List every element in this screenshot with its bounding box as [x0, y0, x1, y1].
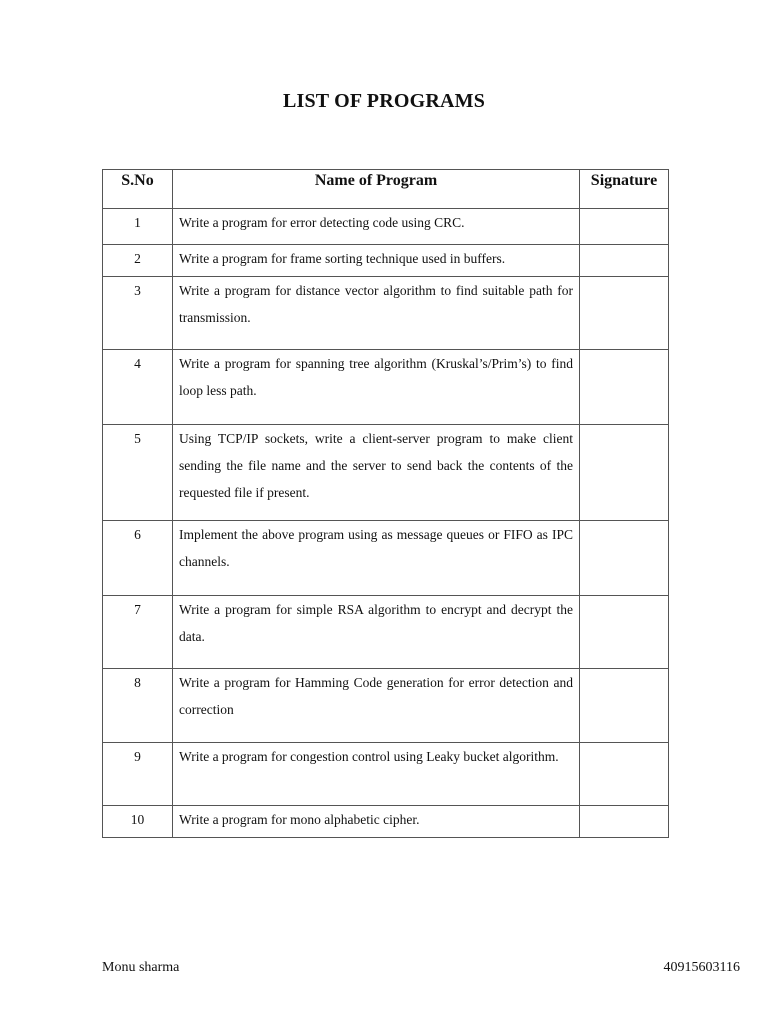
table-row — [103, 596, 669, 669]
row-program-name: Write a program for spanning tree algorithm (Kruskal’s/Prim’s) to find loop less path. — [173, 350, 580, 425]
row-program-name: Write a program for distance vector algorithm to find suitable path for transmission. — [173, 277, 580, 350]
row-program-name: Write a program for frame sorting technique used in buffers. — [173, 245, 580, 277]
row-program-name: Write a program for error detecting code using CRC. — [173, 209, 580, 245]
programs-table — [102, 169, 669, 838]
row-signature — [580, 743, 669, 806]
table-row — [103, 277, 669, 350]
row-sno: 8 — [103, 669, 173, 743]
row-sno: 6 — [103, 521, 173, 596]
footer-id-number: 40915603116 — [663, 960, 740, 975]
row-signature — [580, 425, 669, 521]
row-program-name: Implement the above program using as message queues or FIFO as IPC channels. — [173, 521, 580, 596]
row-sno: 7 — [103, 596, 173, 669]
row-signature — [580, 806, 669, 838]
table-row — [103, 669, 669, 743]
table-row — [103, 350, 669, 425]
row-signature — [580, 350, 669, 425]
header-sno: S.No — [103, 170, 173, 209]
header-program-name: Name of Program — [173, 170, 580, 209]
header-signature: Signature — [580, 170, 669, 209]
row-sno: 10 — [103, 806, 173, 838]
row-program-name: Using TCP/IP sockets, write a client-server program to make client sending the file name and the server to send back the contents of the requested file if present. — [173, 425, 580, 521]
footer-author: Monu sharma — [102, 960, 180, 975]
row-sno: 5 — [103, 425, 173, 521]
table-row — [103, 806, 669, 838]
table-row — [103, 245, 669, 277]
row-signature — [580, 521, 669, 596]
page-title: LIST OF PROGRAMS — [282, 90, 486, 112]
row-sno: 1 — [103, 209, 173, 245]
table-header-row — [103, 170, 669, 209]
row-sno: 9 — [103, 743, 173, 806]
row-signature — [580, 245, 669, 277]
row-signature — [580, 209, 669, 245]
row-signature — [580, 669, 669, 743]
row-sno: 4 — [103, 350, 173, 425]
table-row — [103, 425, 669, 521]
row-signature — [580, 596, 669, 669]
table-row — [103, 743, 669, 806]
row-sno: 2 — [103, 245, 173, 277]
row-program-name: Write a program for Hamming Code generation for error detection and correction — [173, 669, 580, 743]
table-row — [103, 209, 669, 245]
row-program-name: Write a program for simple RSA algorithm to encrypt and decrypt the data. — [173, 596, 580, 669]
row-signature — [580, 277, 669, 350]
table-row — [103, 521, 669, 596]
row-sno: 3 — [103, 277, 173, 350]
row-program-name: Write a program for congestion control using Leaky bucket algorithm. — [173, 743, 580, 806]
row-program-name: Write a program for mono alphabetic cipher. — [173, 806, 580, 838]
